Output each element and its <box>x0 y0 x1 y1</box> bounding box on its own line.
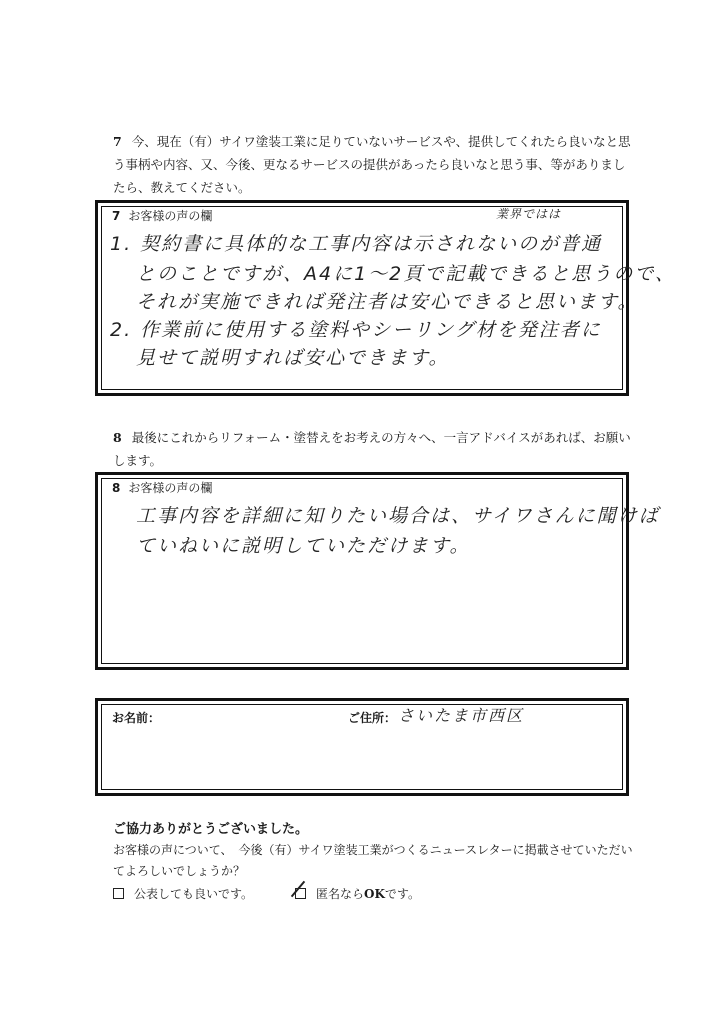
question-7-number: 7 <box>113 134 122 149</box>
answer-box-7-label-text: お客様の声の欄 <box>128 209 213 223</box>
answer-7-line-2: とのことですが、A4に1〜2頁で記載できると思うので、 <box>136 263 676 285</box>
question-8-number: 8 <box>113 430 122 445</box>
answer-box-7 <box>95 200 676 396</box>
answer-7-line-5: 見せて説明すれば安心できます。 <box>136 347 450 369</box>
option-anonymous-label <box>316 885 420 902</box>
answer-box-8-number: 8 <box>112 481 121 495</box>
option-anonymous-prefix: 匿名なら <box>316 887 365 901</box>
option-anonymous-ok: OK <box>364 887 385 901</box>
answer-7-line-4: 2. 作業前に使用する塗料やシーリング材を発注者に <box>110 319 602 341</box>
option-anonymous-suffix: です。 <box>384 887 420 901</box>
question-7 <box>113 130 633 199</box>
answer-box-8-label-text: お客様の声の欄 <box>128 481 213 495</box>
question-8 <box>113 426 633 472</box>
answer-box-7-number: 7 <box>112 209 121 223</box>
answer-8-line-1: 工事内容を詳細に知りたい場合は、サイワさんに聞けば <box>136 505 660 527</box>
answer-7-annotation: 業界ではは <box>496 207 562 221</box>
answer-box-8 <box>95 472 660 670</box>
contact-box <box>95 698 629 796</box>
publish-question: お客様の声について、 今後（有）サイワ塗装工業がつくるニュースレターに掲載させていただいてよろしいでしょうか？ <box>113 843 633 878</box>
question-7-text: 今、現在（有）サイワ塗装工業に足りていないサービスや、提供してくれたら良いなと思う事柄や内容、又、今後、更なるサービスの提供があったら良いなと思う事、等がありましたら、教えてください。 <box>113 134 631 195</box>
answer-box-8-label <box>112 479 212 496</box>
name-label: お名前： <box>112 711 161 725</box>
option-public[interactable] <box>113 885 253 902</box>
option-public-label: 公表しても良いです。 <box>134 887 254 901</box>
answer-8-line-2: ていねいに説明していただけます。 <box>136 535 471 557</box>
option-anonymous[interactable] <box>295 885 420 902</box>
question-8-text: 最後にこれからリフォーム・塗替えをお考えの方々へ、一言アドバイスがあれば、お願いします。 <box>113 430 631 468</box>
thanks-text: ご協力ありがとうございました。 <box>113 822 309 837</box>
option-anonymous-checkbox[interactable] <box>295 888 306 899</box>
address-label: ご住所： <box>348 711 397 725</box>
option-public-checkbox[interactable] <box>113 888 124 899</box>
address-value: さいたま市西区 <box>398 706 525 725</box>
answer-7-line-3: それが実施できれば発注者は安心できると思います。 <box>136 291 639 313</box>
answer-7-line-1: 1. 契約書に具体的な工事内容は示されないのが普通 <box>110 233 603 255</box>
answer-box-7-label <box>112 207 212 224</box>
